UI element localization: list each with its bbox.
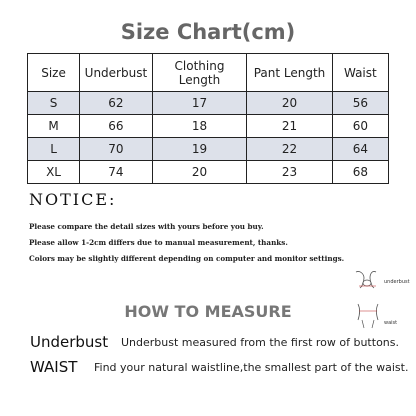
- cell-size: M: [28, 115, 80, 138]
- table-row: [28, 92, 389, 115]
- notice-line: Please compare the detail sizes with yours before you buy.: [29, 222, 264, 231]
- cell-size: XL: [28, 161, 80, 184]
- notice-line: Please allow 1-2cm differs due to manual measurement, thanks.: [29, 238, 288, 247]
- table-row: [28, 138, 389, 161]
- cell-size: L: [28, 138, 80, 161]
- cell-underbust: 74: [80, 161, 153, 184]
- cell-waist: 68: [332, 161, 388, 184]
- cell-waist: 64: [332, 138, 388, 161]
- cell-pant-length: 22: [247, 138, 333, 161]
- measure-term-waist: WAIST: [30, 358, 78, 376]
- notice-heading: NOTICE:: [29, 190, 117, 209]
- cell-pant-length: 20: [247, 92, 333, 115]
- header-waist: Waist: [332, 54, 388, 92]
- cell-underbust: 70: [80, 138, 153, 161]
- header-underbust: Underbust: [80, 54, 153, 92]
- cell-waist: 60: [332, 115, 388, 138]
- header-clothing-length: Clothing Length: [152, 54, 246, 92]
- header-pant-length: Pant Length: [247, 54, 333, 92]
- table-header-row: [28, 54, 389, 92]
- figure-label-waist: waist: [384, 320, 398, 326]
- cell-underbust: 62: [80, 92, 153, 115]
- cell-size: S: [28, 92, 80, 115]
- table-row: [28, 161, 389, 184]
- cell-clothing-length: 17: [152, 92, 246, 115]
- cell-pant-length: 21: [247, 115, 333, 138]
- size-chart-table: [27, 53, 389, 184]
- cell-underbust: 66: [80, 115, 153, 138]
- cell-waist: 56: [332, 92, 388, 115]
- page-title: Size Chart(cm): [120, 20, 296, 44]
- cell-clothing-length: 20: [152, 161, 246, 184]
- cell-clothing-length: 18: [152, 115, 246, 138]
- cell-clothing-length: 19: [152, 138, 246, 161]
- table-row: [28, 115, 389, 138]
- how-to-measure-heading: HOW TO MEASURE: [124, 302, 292, 321]
- measure-term-underbust: Underbust: [30, 333, 109, 351]
- header-size: Size: [28, 54, 80, 92]
- figure-label-underbust: underbust: [384, 279, 410, 285]
- measure-desc-underbust: Underbust measured from the first row of buttons.: [121, 336, 399, 349]
- cell-pant-length: 23: [247, 161, 333, 184]
- notice-line: Colors may be slightly different depending on computer and monitor settings.: [29, 254, 345, 263]
- measure-desc-waist: Find your natural waistline,the smallest part of the waist.: [94, 361, 409, 374]
